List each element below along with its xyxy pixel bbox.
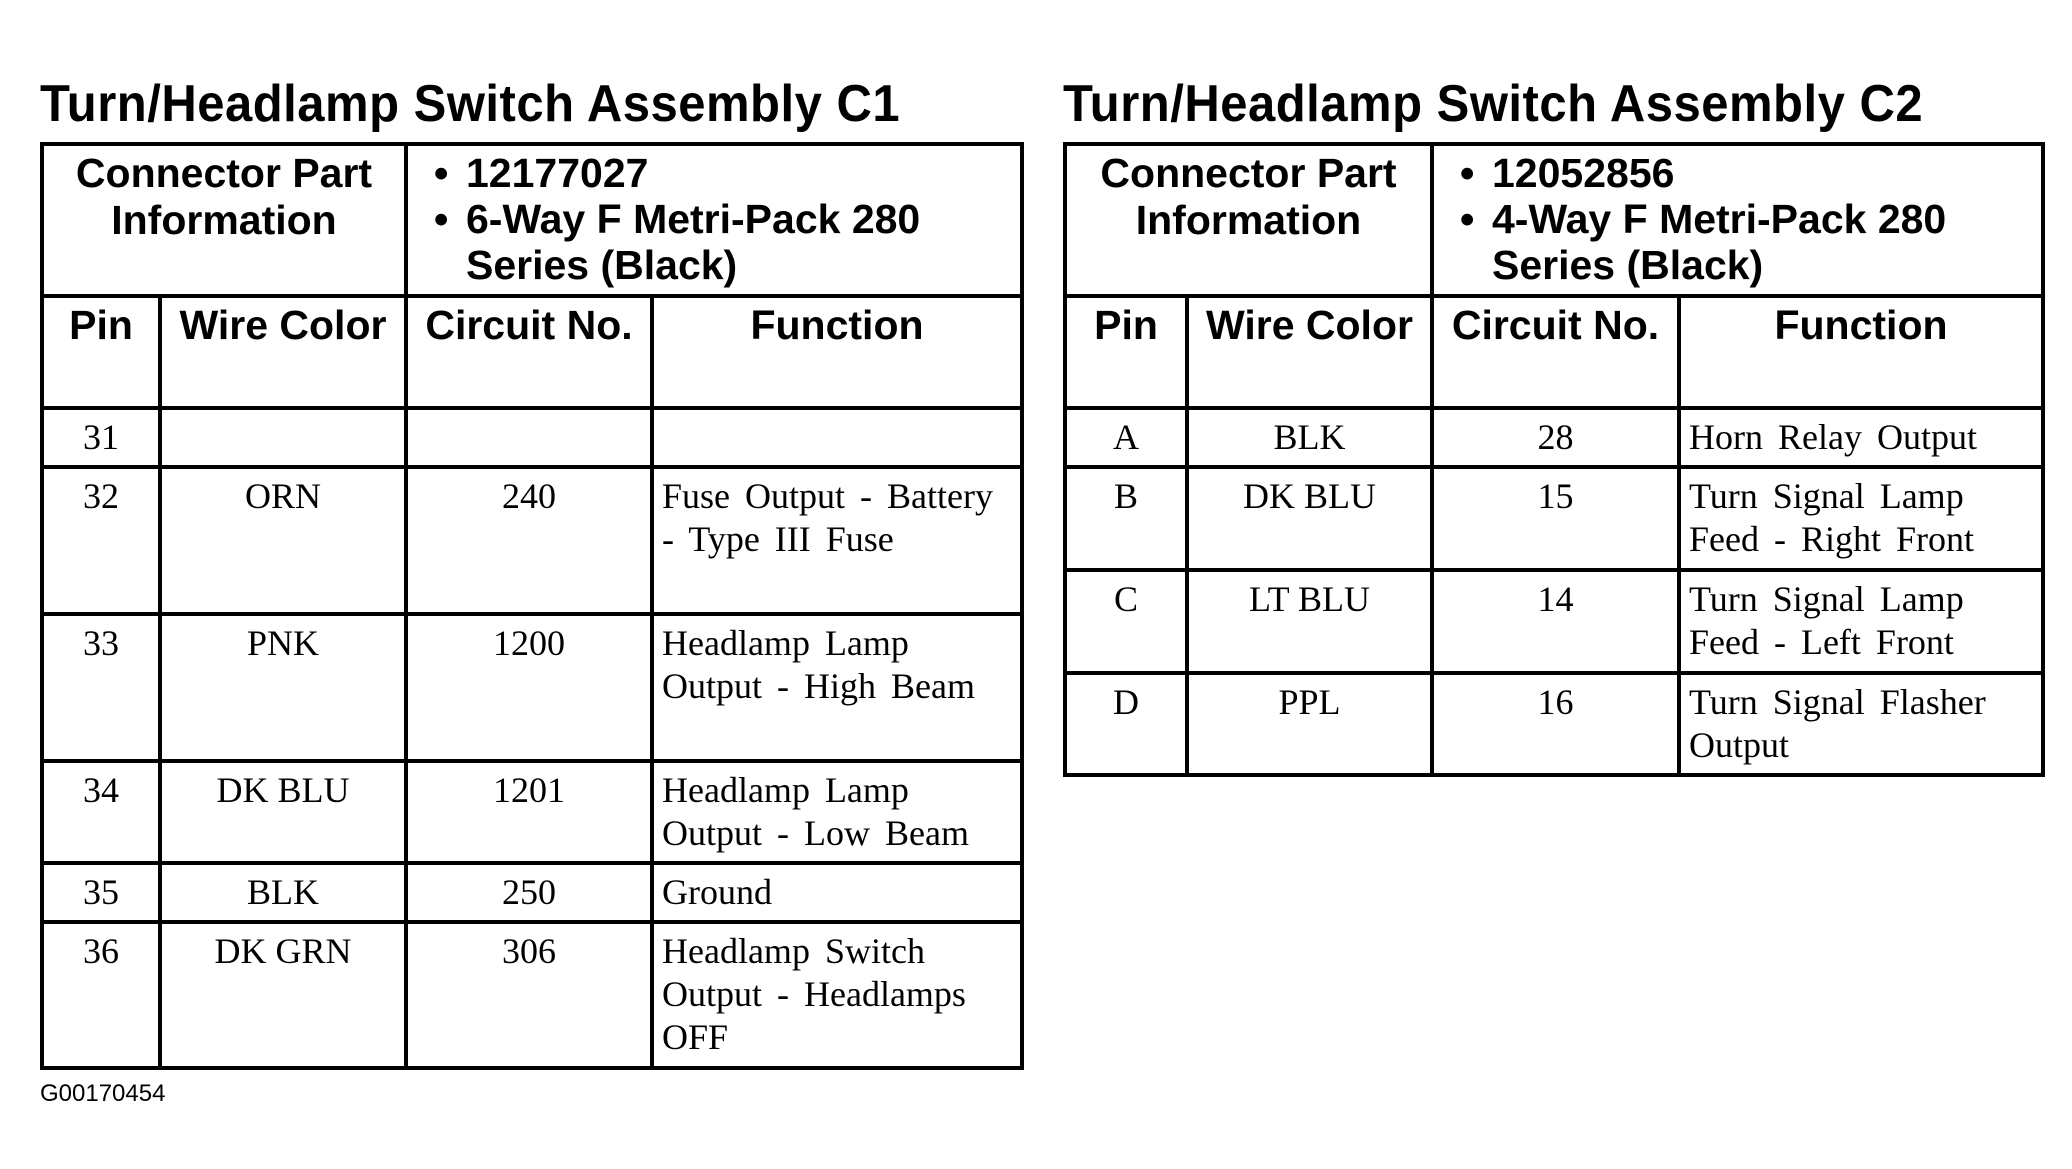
table-row	[42, 922, 1022, 1068]
circuit-cell: 240	[406, 467, 652, 614]
pin-cell: C	[1065, 570, 1187, 673]
column-header-wire-color: Wire Color	[160, 296, 406, 408]
column-header-circuit: Circuit No.	[406, 296, 652, 408]
pin-cell: A	[1065, 408, 1187, 467]
table-row	[42, 614, 1022, 761]
wire-color-cell: BLK	[160, 863, 406, 922]
function-cell: Headlamp Switch Output - Headlamps OFF	[652, 922, 1022, 1068]
pin-cell: 31	[42, 408, 160, 467]
pin-cell: 36	[42, 922, 160, 1068]
function-cell: Horn Relay Output	[1679, 408, 2043, 467]
assembly-title: Turn/Headlamp Switch Assembly C2	[1063, 75, 1924, 133]
part-number: • 12052856	[1492, 150, 2033, 196]
circuit-cell: 1200	[406, 614, 652, 761]
connector-description: • 6-Way F Metri-Pack 280 Series (Black)	[466, 196, 1012, 288]
part-number: • 12177027	[466, 150, 1012, 196]
assembly-title: Turn/Headlamp Switch Assembly C1	[40, 75, 901, 133]
circuit-cell: 28	[1432, 408, 1679, 467]
wire-color-cell: PNK	[160, 614, 406, 761]
connector-info-row	[1065, 144, 2043, 296]
table-row	[42, 863, 1022, 922]
circuit-cell	[406, 408, 652, 467]
wire-color-cell: DK BLU	[160, 761, 406, 863]
connector-description: • 4-Way F Metri-Pack 280 Series (Black)	[1492, 196, 2033, 288]
column-header-row	[1065, 296, 2043, 408]
pin-cell: 32	[42, 467, 160, 614]
column-header-function: Function	[652, 296, 1022, 408]
table-row	[1065, 467, 2043, 570]
pin-cell: 35	[42, 863, 160, 922]
table-row	[1065, 673, 2043, 775]
pin-cell: 34	[42, 761, 160, 863]
function-cell	[652, 408, 1022, 467]
wire-color-cell	[160, 408, 406, 467]
assembly-c1	[40, 70, 1020, 1070]
wire-color-cell: PPL	[1187, 673, 1432, 775]
reference-code: G00170454	[40, 1080, 166, 1107]
wire-color-cell: BLK	[1187, 408, 1432, 467]
connector-table	[40, 142, 1024, 1070]
pin-cell: D	[1065, 673, 1187, 775]
connector-label: Connector Part Information	[42, 144, 406, 296]
circuit-cell: 15	[1432, 467, 1679, 570]
wire-color-cell: DK BLU	[1187, 467, 1432, 570]
wire-color-cell: ORN	[160, 467, 406, 614]
table-row	[42, 761, 1022, 863]
function-cell: Turn Signal Flasher Output	[1679, 673, 2043, 775]
function-cell: Turn Signal Lamp Feed - Right Front	[1679, 467, 2043, 570]
pin-cell: B	[1065, 467, 1187, 570]
table-row	[1065, 570, 2043, 673]
column-header-pin: Pin	[42, 296, 160, 408]
column-header-wire-color: Wire Color	[1187, 296, 1432, 408]
circuit-cell: 306	[406, 922, 652, 1068]
circuit-cell: 250	[406, 863, 652, 922]
table-row	[42, 408, 1022, 467]
function-cell: Ground	[652, 863, 1022, 922]
connector-info	[406, 144, 1022, 296]
column-header-function: Function	[1679, 296, 2043, 408]
connector-table	[1063, 142, 2045, 777]
connector-label: Connector Part Information	[1065, 144, 1432, 296]
circuit-cell: 14	[1432, 570, 1679, 673]
function-cell: Headlamp Lamp Output - High Beam	[652, 614, 1022, 761]
function-cell: Fuse Output - Battery - Type III Fuse	[652, 467, 1022, 614]
function-cell: Headlamp Lamp Output - Low Beam	[652, 761, 1022, 863]
wire-color-cell: DK GRN	[160, 922, 406, 1068]
connector-info	[1432, 144, 2043, 296]
circuit-cell: 1201	[406, 761, 652, 863]
wire-color-cell: LT BLU	[1187, 570, 1432, 673]
function-cell: Turn Signal Lamp Feed - Left Front	[1679, 570, 2043, 673]
circuit-cell: 16	[1432, 673, 1679, 775]
column-header-circuit: Circuit No.	[1432, 296, 1679, 408]
column-header-pin: Pin	[1065, 296, 1187, 408]
assembly-c2	[1063, 70, 2041, 777]
table-row	[42, 467, 1022, 614]
column-header-row	[42, 296, 1022, 408]
table-row	[1065, 408, 2043, 467]
pin-cell: 33	[42, 614, 160, 761]
connector-info-row	[42, 144, 1022, 296]
